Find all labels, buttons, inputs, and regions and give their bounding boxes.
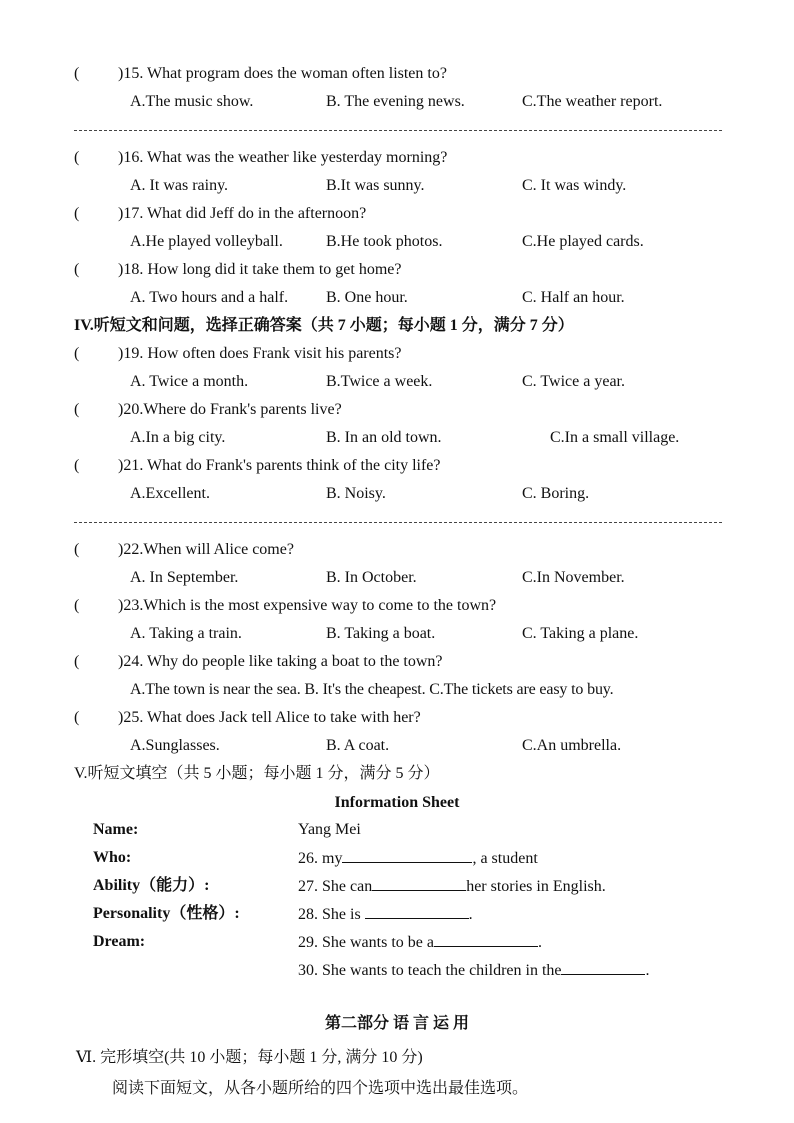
info-text: . [645, 962, 650, 979]
question-stem: )20.Where do Frank's parents live? [118, 401, 342, 418]
question-stem: )24. Why do people like taking a boat to the town? [118, 653, 443, 670]
answer-paren[interactable]: ( [74, 261, 80, 278]
info-label-dream: Dream: [93, 933, 146, 950]
option-b: B.Twice a week. [326, 373, 433, 390]
option-b: B. Taking a boat. [326, 625, 436, 642]
question-stem: )16. What was the weather like yesterday morning? [118, 149, 448, 166]
question-stem: )17. What did Jeff do in the afternoon? [118, 205, 367, 222]
question-stem: )21. What do Frank's parents think of the city life? [118, 457, 441, 474]
option-c: C. Half an hour. [522, 289, 625, 306]
option-c: C. It was windy. [522, 177, 627, 194]
question-21 [74, 456, 441, 476]
question-25 [74, 708, 421, 728]
option-b: B. In October. [326, 569, 417, 586]
option-a: A.In a big city. [130, 429, 226, 446]
option-b: B. A coat. [326, 737, 390, 754]
info-sheet-title: Information Sheet [334, 794, 460, 811]
question-stem: )15. What program does the woman often listen to? [118, 65, 447, 82]
section-v-heading: V.听短文填空（共 5 小题；每小题 1 分，满分 5 分） [74, 765, 440, 782]
answer-paren[interactable]: ( [74, 597, 80, 614]
option-b: B. Noisy. [326, 485, 386, 502]
answer-paren[interactable]: ( [74, 541, 80, 558]
answer-paren[interactable]: ( [74, 205, 80, 222]
blank-27[interactable] [372, 876, 466, 891]
option-a: A. It was rainy. [130, 177, 229, 194]
info-text: 26. my [298, 850, 343, 867]
question-stem: )18. How long did it take them to get home? [118, 261, 402, 278]
info-text: . [468, 906, 473, 923]
info-value-personality [298, 904, 473, 925]
question-stem: )25. What does Jack tell Alice to take with her? [118, 709, 421, 726]
option-a: A.He played volleyball. [130, 233, 283, 250]
divider [74, 522, 722, 523]
answer-paren[interactable]: ( [74, 401, 80, 418]
option-b: B. In an old town. [326, 429, 442, 446]
option-c: C.In a small village. [550, 429, 680, 446]
cloze-instruction: 阅读下面短文，从各小题所给的四个选项中选出最佳选项。 [112, 1080, 529, 1097]
option-c: C. Twice a year. [522, 373, 625, 390]
option-b: B. One hour. [326, 289, 408, 306]
option-a: A.The music show. [130, 93, 254, 110]
option-a: A. Taking a train. [130, 625, 242, 642]
blank-29[interactable] [434, 932, 538, 947]
option-c: C.An umbrella. [522, 737, 622, 754]
answer-paren[interactable]: ( [74, 65, 80, 82]
part-two-title: 第二部分 语 言 运 用 [324, 1015, 469, 1032]
question-stem: )23.Which is the most expensive way to come to the town? [118, 597, 497, 614]
question-24 [74, 652, 443, 672]
option-c: C.In November. [522, 569, 625, 586]
answer-paren[interactable]: ( [74, 709, 80, 726]
option-a: A.Excellent. [130, 485, 210, 502]
question-17 [74, 204, 366, 224]
info-label-ability: Ability（能力）: [93, 877, 210, 894]
blank-28[interactable] [365, 904, 469, 919]
question-15 [74, 64, 447, 84]
info-value-who [298, 848, 538, 869]
info-value-ability [298, 876, 606, 897]
question-19 [74, 344, 402, 364]
info-label-name: Name: [93, 821, 139, 838]
option-a: A. In September. [130, 569, 239, 586]
blank-30[interactable] [561, 960, 645, 975]
option-c: C.The weather report. [522, 93, 663, 110]
section-vi-heading: Ⅵ. 完形填空(共 10 小题；每小题 1 分, 满分 10 分) [76, 1049, 423, 1066]
option-c: C. Boring. [522, 485, 590, 502]
option-b: B. The evening news. [326, 93, 465, 110]
info-text: her stories in English. [466, 878, 606, 895]
answer-paren[interactable]: ( [74, 457, 80, 474]
option-b: B.It was sunny. [326, 177, 425, 194]
info-value-30 [298, 960, 649, 981]
option-a: A. Two hours and a half. [130, 289, 289, 306]
section-iv-heading: IV.听短文和问题，选择正确答案（共 7 小题；每小题 1 分，满分 7 分） [74, 317, 574, 334]
option-b: B.He took photos. [326, 233, 443, 250]
info-text: . [537, 934, 542, 951]
question-stem: )19. How often does Frank visit his parents? [118, 345, 402, 362]
info-text: 29. She wants to be a [298, 934, 434, 951]
info-value-dream [298, 932, 542, 953]
blank-26[interactable] [342, 848, 472, 863]
options-line: A.The town is near the sea. B. It's the cheapest. C.The tickets are easy to buy. [130, 681, 614, 698]
info-text: 28. She is [298, 906, 361, 923]
info-text: , a student [472, 850, 538, 867]
answer-paren[interactable]: ( [74, 653, 80, 670]
answer-paren[interactable]: ( [74, 345, 80, 362]
option-c: C. Taking a plane. [522, 625, 639, 642]
info-text: Yang Mei [298, 821, 361, 838]
question-22 [74, 540, 294, 560]
question-18 [74, 260, 402, 280]
question-16 [74, 148, 447, 168]
info-text: 30. She wants to teach the children in the [298, 962, 562, 979]
option-c: C.He played cards. [522, 233, 644, 250]
divider [74, 130, 722, 131]
info-value-name [298, 820, 361, 840]
info-label-who: Who: [93, 849, 132, 866]
info-label-personality: Personality（性格）: [93, 905, 240, 922]
info-text: 27. She can [298, 878, 373, 895]
question-stem: )22.When will Alice come? [118, 541, 294, 558]
question-20 [74, 400, 342, 420]
question-23 [74, 596, 496, 616]
option-a: A. Twice a month. [130, 373, 249, 390]
option-a: A.Sunglasses. [130, 737, 220, 754]
answer-paren[interactable]: ( [74, 149, 80, 166]
